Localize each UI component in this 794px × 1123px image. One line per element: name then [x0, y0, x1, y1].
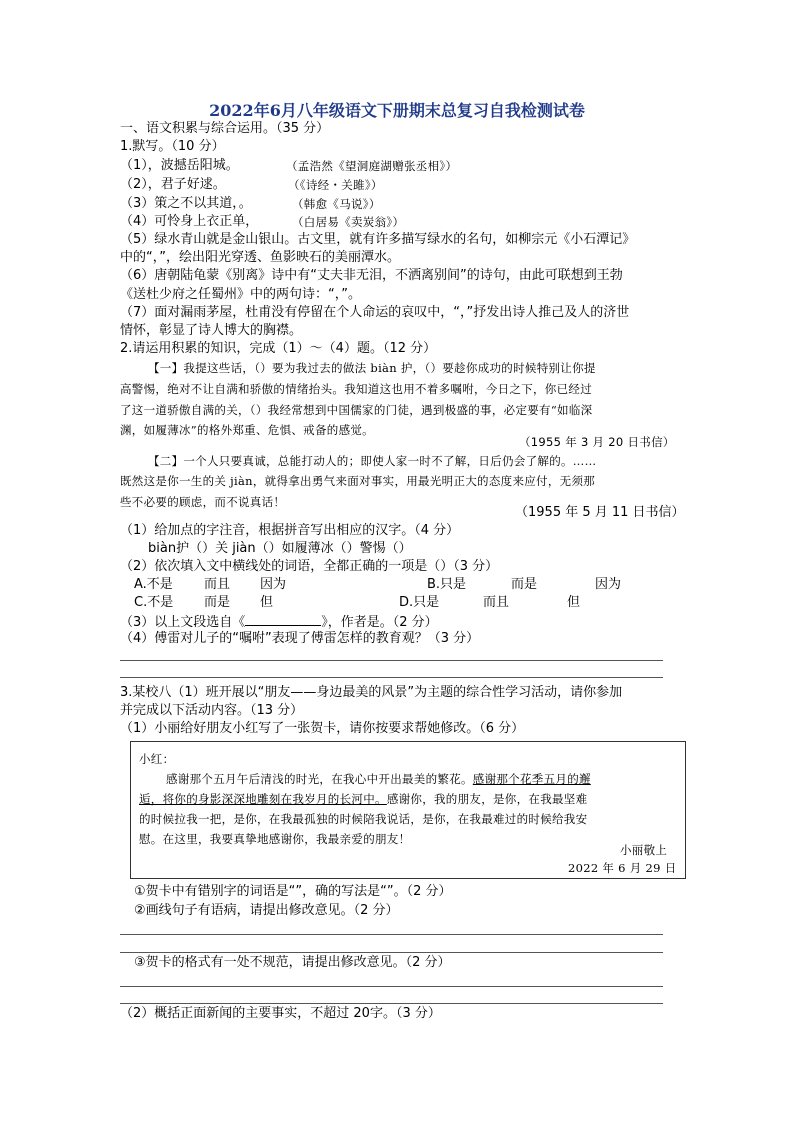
q3-sub1: （1）小丽给好朋友小红写了一张贺卡，请你按要求帮她修改。（6 分） [120, 721, 525, 736]
q2-passage1-line3: 了这一道骄傲自满的关，（）我经常想到中国儒家的门徒，遇到极盛的事，必定要有“如临深 [120, 403, 593, 417]
q1-line3-source: （韩愈《马说》） [292, 197, 381, 211]
card-body-line2 [139, 790, 587, 808]
q2-sub2: （2）依次填入文中横线处的词语，全都正确的一项是（）（3 分） [120, 559, 499, 574]
option-d-word3: 但 [567, 595, 581, 610]
q2-letter-date-2: （1955 年 5 月 11 日书信） [515, 505, 685, 520]
section-heading: 一、语文积累与综合运用。（35 分） [120, 121, 330, 136]
q1-line4: （4）可怜身上衣正单， [120, 214, 259, 229]
q3-item3: ③贺卡的格式有一处不规范，请提出修改意见。（2 分） [134, 955, 451, 970]
option-b-word3: 因为 [595, 577, 622, 592]
q2-sub3-text-b: 》，作者是。（2 分） [321, 615, 438, 630]
q1-line2-source: （《诗经・关雎》） [288, 178, 383, 192]
card-text: 感谢你，我的朋友，是你，在我最坚难 [386, 792, 588, 806]
q1-line5b: 中的“，”，绘出阳光穿透、鱼影映石的美丽潭水。 [120, 250, 400, 265]
card-underlined-sentence: 感谢那个花季五月的邂 [472, 772, 591, 786]
card-date: 2022 年 6 月 29 日 [568, 861, 677, 875]
q1-line7a: （7）面对漏雨茅屋，杜甫没有停留在个人命运的哀叹中，“，”抒发出诗人推己及人的济世 [120, 305, 630, 320]
q2-sub3-text-a: （3）以上文段选自《 [120, 615, 246, 630]
card-body-line1 [166, 770, 591, 788]
option-d-word1: D.只是 [399, 595, 440, 610]
option-a-word1: A.不是 [134, 577, 173, 592]
q2-passage1-line4: 渊，如履薄冰”的格外郑重、危惧、戒备的感觉。 [120, 423, 374, 437]
option-c-word1: C.不是 [134, 595, 174, 610]
q3-sub2: （2）概括正面新闻的主要事实，不超过 20字。（3 分） [120, 1006, 441, 1021]
q1-line2: （2），君子好逑。 [120, 177, 226, 192]
answer-line [120, 660, 663, 661]
option-c-word2: 而是 [204, 595, 231, 610]
q3-heading-line2: 并完成以下活动内容。（13 分） [120, 703, 304, 718]
answer-line [120, 934, 663, 935]
q3-heading-line1: 3.某校八（1）班开展以“朋友——身边最美的风景”为主题的综合性学习活动，请你参加 [120, 685, 623, 700]
answer-line [120, 952, 663, 953]
answer-blank [245, 612, 321, 626]
option-a-word3: 因为 [260, 577, 287, 592]
q1-line7b: 情怀，彰显了诗人博大的胸襟。 [120, 323, 303, 338]
answer-line [120, 1003, 663, 1004]
card-text: 感谢那个五月午后清浅的时光，在我心中开出最美的繁花。 [166, 772, 473, 786]
card-body-line4: 慰。在这里，我要真挚地感谢你，我最亲爱的朋友！ [139, 832, 411, 846]
q2-passage1-line2: 高警惕，绝对不让自满和骄傲的情绪抬头。我知道这也用不着多嘱咐，今日之下，你已经过 [120, 382, 592, 396]
q1-line6b: 《送杜少府之任蜀州》中的两句诗：“，”。 [120, 287, 361, 302]
answer-line [120, 677, 663, 678]
option-b-word1: B.只是 [427, 577, 467, 592]
card-signature: 小丽敬上 [620, 843, 668, 857]
q2-sub1: （1）给加点的字注音，根据拼音写出相应的汉字。（4 分） [120, 523, 460, 538]
q1-heading: 1.默写。（10 分） [120, 139, 225, 154]
option-a-word2: 而且 [204, 577, 231, 592]
q1-line4-source: （白居易《卖炭翁》） [292, 215, 405, 229]
option-b-word2: 而是 [511, 577, 538, 592]
q2-sub3 [120, 612, 438, 632]
option-c-word3: 但 [260, 595, 274, 610]
q2-passage2-line2: 既然这是你一生的关 jiàn，就得拿出勇气来面对事实，用最光明正大的态度来应付，无须那 [120, 474, 596, 488]
q3-item2: ②画线句子有语病，请提出修改意见。（2 分） [134, 903, 399, 918]
card-body-line3: 的时候拉我一把，是你，在我最孤独的时候陪我说话，是你，在我最难过的时候给我安 [139, 812, 588, 826]
q3-item1: ①贺卡中有错别字的词语是“”，确的写法是“”。（2 分） [134, 884, 452, 899]
q2-sub1-items: biàn护（）关 jiàn（）如履薄冰（）警惕（） [148, 541, 412, 556]
q1-line1: （1），波撼岳阳城。 [120, 158, 239, 173]
q1-line5a: （5）绿水青山就是金山银山。古文里，就有许多描写绿水的名句，如柳宗元《小石潭记》 [120, 232, 636, 247]
answer-line [120, 986, 663, 987]
q2-passage2-line3: 些不必要的顾虑，而不说真话！ [120, 495, 286, 509]
q1-line3: （3）策之不以其道，。 [120, 196, 252, 211]
q2-sub4: （4）傅雷对儿子的“嘱咐”表现了傅雷怎样的教育观？（3 分） [120, 631, 480, 646]
option-d-word2: 而且 [483, 595, 510, 610]
q1-line1-source: （孟浩然《望洞庭湖赠张丞相》） [286, 159, 458, 173]
q1-line6a: （6）唐朝陆龟蒙《别离》诗中有“丈夫非无泪，不洒离别间”的诗句，由此可联想到王勃 [120, 268, 623, 283]
q2-heading: 2.请运用积累的知识，完成（1）～（4）题。（12 分） [120, 341, 437, 356]
q2-letter-date-1: （1955 年 3 月 20 日书信） [519, 435, 675, 449]
card-greeting: 小红： [139, 752, 175, 766]
q2-passage1-line1: 【一】我提这些话，（）要为我过去的做法 biàn 护，（）要趁你成功的时候特别让你提 [148, 361, 596, 375]
card-underlined-sentence: 逅，将你的身影深深地雕刻在我岁月的长河中。 [139, 792, 387, 806]
q2-passage2-line1: 【二】一个人只要真诚，总能打动人的；即使人家一时不了解，日后仍会了解的。…… [148, 454, 597, 468]
exam-title: 2022年6月八年级语文下册期末总复习自我检测试卷 [209, 101, 585, 120]
